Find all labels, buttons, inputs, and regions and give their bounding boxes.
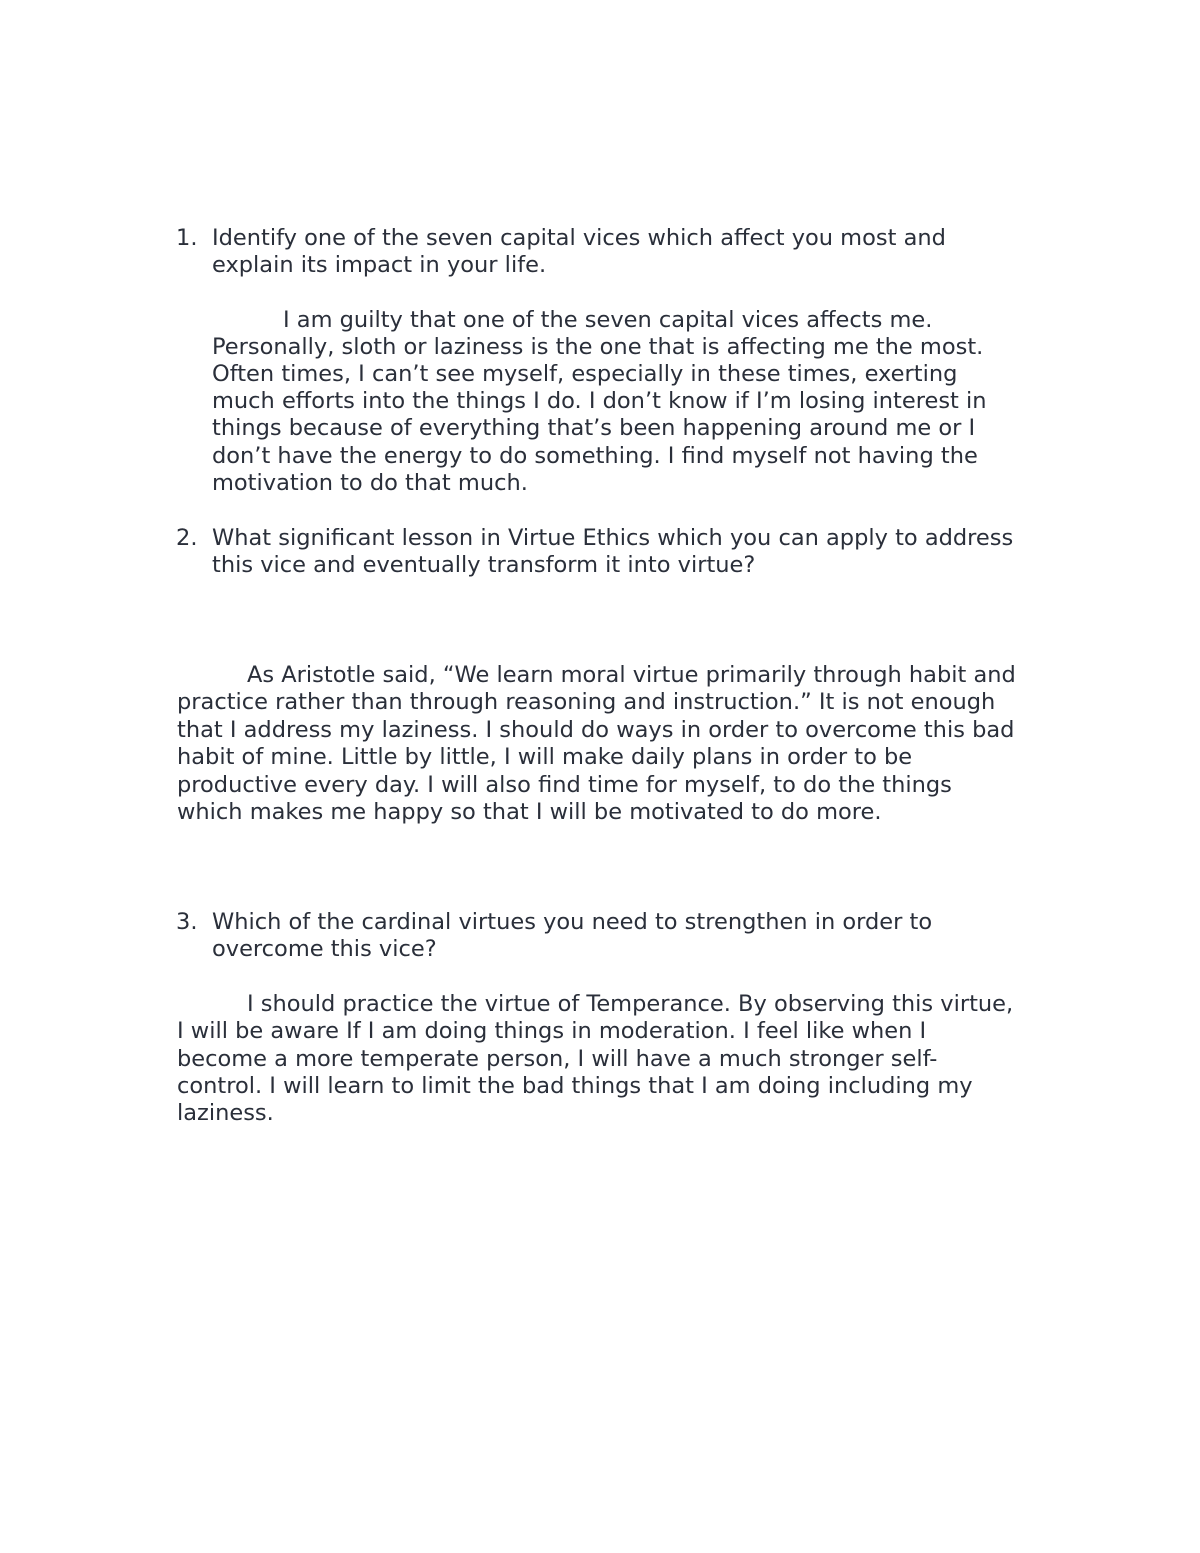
answer-3-line: control. I will learn to limit the bad things that I am doing including my <box>177 1073 973 1099</box>
answer-2-line: As Aristotle said, “We learn moral virtue primarily through habit and <box>247 662 1016 688</box>
answer-2-line: practice rather than through reasoning and instruction.” It is not enough <box>177 689 996 715</box>
answer-1-line: I am guilty that one of the seven capital vices affects me. <box>283 307 933 333</box>
question-2-text-line: this vice and eventually transform it into virtue? <box>212 552 756 578</box>
answer-2-line: that I address my laziness. I should do ways in order to overcome this bad <box>177 717 1015 743</box>
question-2-text-line: What significant lesson in Virtue Ethics which you can apply to address <box>212 525 1014 551</box>
answer-3-line: I should practice the virtue of Temperance. By observing this virtue, <box>247 991 1014 1017</box>
question-1-text-line: explain its impact in your life. <box>212 252 547 278</box>
answer-2-line: productive every day. I will also find time for myself, to do the things <box>177 772 952 798</box>
answer-2-line: habit of mine. Little by little, I will make daily plans in order to be <box>177 744 913 770</box>
answer-1-line: much efforts into the things I do. I don’t know if I’m losing interest in <box>212 388 987 414</box>
answer-1-line: motivation to do that much. <box>212 470 528 496</box>
answer-1-line: things because of everything that’s been happening around me or I <box>212 415 976 441</box>
answer-3-line: become a more temperate person, I will have a much stronger self- <box>177 1046 938 1072</box>
answer-2-line: which makes me happy so that I will be motivated to do more. <box>177 799 882 825</box>
answer-1-line: don’t have the energy to do something. I find myself not having the <box>212 443 978 469</box>
answer-1-line: Often times, I can’t see myself, especially in these times, exerting <box>212 361 958 387</box>
answer-1-line: Personally, sloth or laziness is the one that is affecting me the most. <box>212 334 984 360</box>
question-3-text-line: Which of the cardinal virtues you need to strengthen in order to <box>212 909 933 935</box>
answer-3-line: laziness. <box>177 1100 274 1126</box>
question-3-number: 3. <box>176 909 198 935</box>
question-1-number: 1. <box>176 225 198 251</box>
question-1-text-line: Identify one of the seven capital vices which affect you most and <box>212 225 946 251</box>
question-2-number: 2. <box>176 525 198 551</box>
question-3-text-line: overcome this vice? <box>212 936 437 962</box>
answer-3-line: I will be aware If I am doing things in moderation. I feel like when I <box>177 1018 927 1044</box>
